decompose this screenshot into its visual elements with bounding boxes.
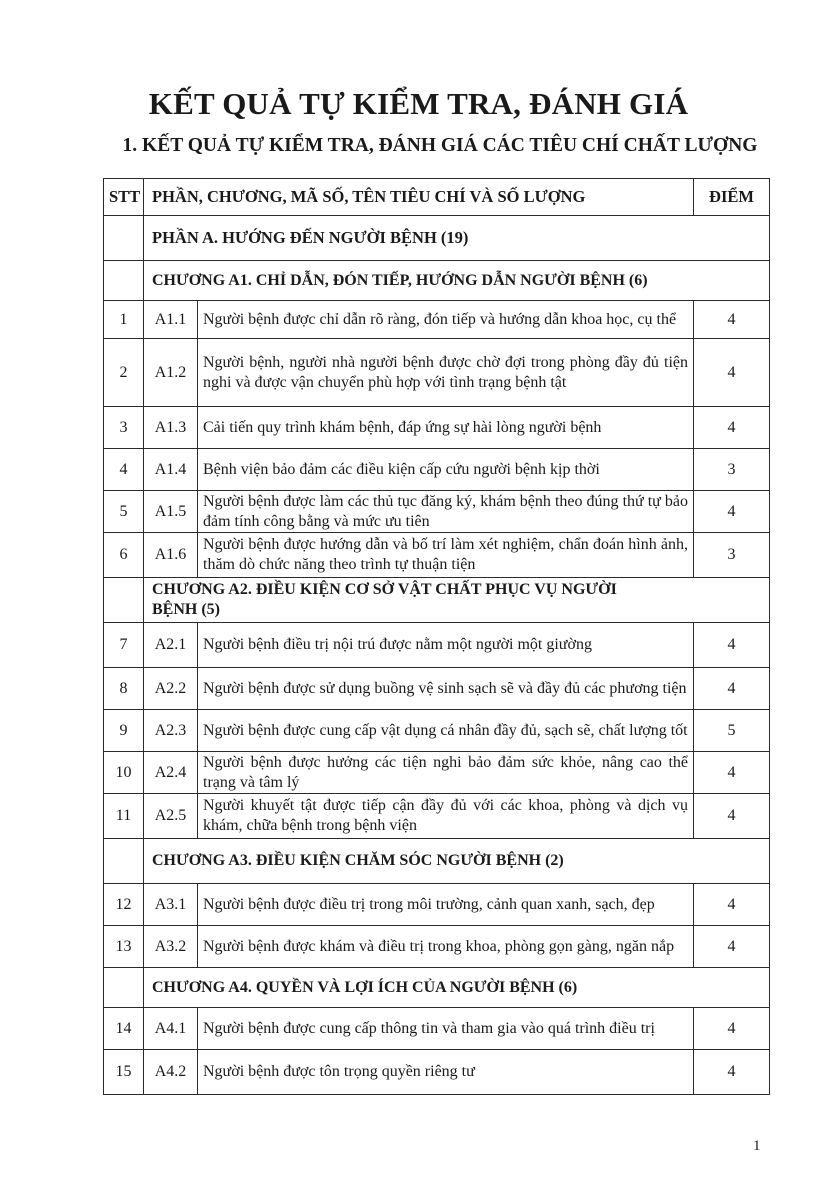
table-row [104, 301, 770, 339]
row-stt: 9 [104, 710, 144, 752]
chapter-a3-heading: CHƯƠNG A3. ĐIỀU KIỆN CHĂM SÓC NGƯỜI BỆNH (2) [144, 839, 770, 884]
table-row [104, 407, 770, 449]
table-row [104, 926, 770, 968]
row-stt: 15 [104, 1050, 144, 1095]
table-row [104, 449, 770, 491]
row-score: 4 [694, 491, 770, 533]
row-code: A2.2 [144, 668, 198, 710]
table-row [104, 1050, 770, 1095]
table-row [104, 491, 770, 533]
row-score: 4 [694, 752, 770, 794]
row-name: Người bệnh được tôn trọng quyền riêng tư [198, 1050, 694, 1095]
chapter-a4-heading: CHƯƠNG A4. QUYỀN VÀ LỢI ÍCH CỦA NGƯỜI BỆNH (6) [144, 968, 770, 1008]
row-stt: 4 [104, 449, 144, 491]
chapter-a2-text: CHƯƠNG A2. ĐIỀU KIỆN CƠ SỞ VẬT CHẤT PHỤC VỤ NGƯỜI BỆNH (5) [152, 581, 617, 618]
row-stt: 13 [104, 926, 144, 968]
empty-cell [104, 261, 144, 301]
chapter-a1-heading: CHƯƠNG A1. CHỈ DẪN, ĐÓN TIẾP, HƯỚNG DẪN NGƯỜI BỆNH (6) [144, 261, 770, 301]
row-name: Người khuyết tật được tiếp cận đầy đủ với các khoa, phòng và dịch vụ khám, chữa bệnh trong bệnh viện [198, 794, 694, 839]
row-score: 3 [694, 449, 770, 491]
row-code: A3.2 [144, 926, 198, 968]
row-name: Bệnh viện bảo đảm các điều kiện cấp cứu người bệnh kịp thời [198, 449, 694, 491]
row-score: 4 [694, 623, 770, 668]
chapter-row [104, 968, 770, 1008]
row-score: 4 [694, 1008, 770, 1050]
row-name: Người bệnh được cung cấp vật dụng cá nhân đầy đủ, sạch sẽ, chất lượng tốt [198, 710, 694, 752]
row-stt: 2 [104, 339, 144, 407]
header-name: PHẦN, CHƯƠNG, MÃ SỐ, TÊN TIÊU CHÍ VÀ SỐ LƯỢNG [144, 179, 694, 216]
row-stt: 11 [104, 794, 144, 839]
row-name: Người bệnh được chỉ dẫn rõ ràng, đón tiếp và hướng dẫn khoa học, cụ thể [198, 301, 694, 339]
row-code: A1.5 [144, 491, 198, 533]
empty-cell [104, 578, 144, 623]
table-row [104, 339, 770, 407]
header-score: ĐIỂM [694, 179, 770, 216]
chapter-row [104, 839, 770, 884]
row-stt: 5 [104, 491, 144, 533]
row-stt: 10 [104, 752, 144, 794]
table-row [104, 533, 770, 578]
table-row [104, 794, 770, 839]
table-row [104, 884, 770, 926]
empty-cell [104, 968, 144, 1008]
row-stt: 8 [104, 668, 144, 710]
row-score: 4 [694, 407, 770, 449]
criteria-table [103, 178, 770, 1095]
chapter-a2-heading [144, 578, 770, 623]
page-number: 1 [753, 1138, 761, 1154]
row-name: Người bệnh điều trị nội trú được nằm một người một giường [198, 623, 694, 668]
table-row [104, 1008, 770, 1050]
table-row [104, 752, 770, 794]
row-score: 4 [694, 794, 770, 839]
row-code: A1.3 [144, 407, 198, 449]
part-a-heading: PHẦN A. HƯỚNG ĐẾN NGƯỜI BỆNH (19) [144, 216, 770, 261]
row-score: 4 [694, 884, 770, 926]
header-stt: STT [104, 179, 144, 216]
row-stt: 14 [104, 1008, 144, 1050]
row-score: 5 [694, 710, 770, 752]
row-code: A1.2 [144, 339, 198, 407]
row-stt: 7 [104, 623, 144, 668]
row-code: A2.1 [144, 623, 198, 668]
row-stt: 12 [104, 884, 144, 926]
row-code: A4.1 [144, 1008, 198, 1050]
row-score: 4 [694, 1050, 770, 1095]
table-row [104, 623, 770, 668]
row-code: A2.3 [144, 710, 198, 752]
chapter-row [104, 578, 770, 623]
row-stt: 3 [104, 407, 144, 449]
empty-cell [104, 839, 144, 884]
row-name: Người bệnh được sử dụng buồng vệ sinh sạch sẽ và đầy đủ các phương tiện [198, 668, 694, 710]
part-row [104, 216, 770, 261]
table-header-row [104, 179, 770, 216]
row-name: Người bệnh được hướng dẫn và bố trí làm xét nghiệm, chẩn đoán hình ảnh, thăm dò chức năng theo trình tự thuận tiện [198, 533, 694, 578]
row-name: Người bệnh được hưởng các tiện nghi bảo đảm sức khỏe, nâng cao thể trạng và tâm lý [198, 752, 694, 794]
table-row [104, 710, 770, 752]
row-score: 4 [694, 926, 770, 968]
row-code: A1.6 [144, 533, 198, 578]
row-code: A2.5 [144, 794, 198, 839]
document-title: KẾT QUẢ TỰ KIỂM TRA, ĐÁNH GIÁ [148, 86, 689, 121]
row-code: A4.2 [144, 1050, 198, 1095]
row-name: Người bệnh được cung cấp thông tin và tham gia vào quá trình điều trị [198, 1008, 694, 1050]
row-score: 4 [694, 339, 770, 407]
row-code: A2.4 [144, 752, 198, 794]
row-stt: 1 [104, 301, 144, 339]
row-stt: 6 [104, 533, 144, 578]
row-code: A3.1 [144, 884, 198, 926]
empty-cell [104, 216, 144, 261]
row-score: 3 [694, 533, 770, 578]
row-score: 4 [694, 301, 770, 339]
chapter-row [104, 261, 770, 301]
row-name: Người bệnh được điều trị trong môi trường, cảnh quan xanh, sạch, đẹp [198, 884, 694, 926]
section-title: 1. KẾT QUẢ TỰ KIỂM TRA, ĐÁNH GIÁ CÁC TIÊU CHÍ CHẤT LƯỢNG [122, 135, 758, 156]
row-name: Người bệnh, người nhà người bệnh được chờ đợi trong phòng đầy đủ tiện nghi và được vận chuyển phù hợp với tình trạng bệnh tật [198, 339, 694, 407]
row-code: A1.4 [144, 449, 198, 491]
row-name: Người bệnh được khám và điều trị trong khoa, phòng gọn gàng, ngăn nắp [198, 926, 694, 968]
table-row [104, 668, 770, 710]
row-code: A1.1 [144, 301, 198, 339]
row-name: Cải tiến quy trình khám bệnh, đáp ứng sự hài lòng người bệnh [198, 407, 694, 449]
row-score: 4 [694, 668, 770, 710]
row-name: Người bệnh được làm các thủ tục đăng ký, khám bệnh theo đúng thứ tự bảo đảm tính công bằng và mức ưu tiên [198, 491, 694, 533]
